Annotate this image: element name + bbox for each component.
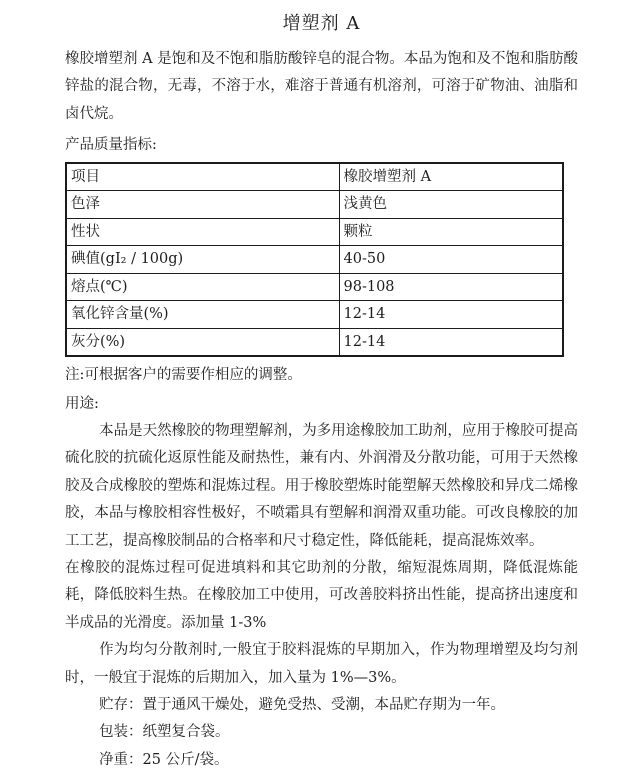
table-cell-value: 12-14 — [339, 328, 563, 356]
table-cell-item: 氧化锌含量(%) — [66, 301, 339, 329]
table-row — [66, 218, 563, 246]
usage-paragraph-2: 在橡胶的混炼过程可促进填料和其它助剂的分散，缩短混炼周期，降低混炼能耗，降低胶料生热。在橡胶加工中使用，可改善胶料挤出性能，提高挤出速度和半成品的光滑度。添加量 1-3% — [65, 559, 578, 631]
table-note: 注:可根据客户的需要作相应的调整。 — [65, 367, 302, 384]
table-cell-value: 橡胶增塑剂 A — [339, 163, 563, 191]
table-cell-item: 碘值(gI₂ / 100g) — [66, 246, 339, 274]
table-cell-value: 12-14 — [339, 301, 563, 329]
table-row — [66, 301, 563, 329]
table-cell-value: 颗粒 — [339, 218, 563, 246]
usage-paragraph-1: 本品是天然橡胶的物理塑解剂，为多用途橡胶加工助剂，应用于橡胶可提高硫化胶的抗硫化返原性能及耐热性，兼有内、外润滑及分散功能，可用于天然橡胶及合成橡胶的塑炼和混炼过程。用于橡胶塑炼时能塑解天然橡胶和异戊二烯橡胶，本品与橡胶相容性极好，不喷霜具有塑解和润滑双重功能。可改良橡胶的加工工艺，提高橡胶制品的合格率和尺寸稳定性，降低能耗，提高混炼效率。 — [65, 422, 578, 549]
storage-line: 贮存：置于通风干燥处，避免受热、受潮，本品贮存期为一年。 — [99, 697, 506, 713]
page-title: 增塑剂 A — [282, 13, 361, 34]
packaging-line: 包装：纸塑复合袋。 — [99, 724, 230, 741]
table-cell-value: 40-50 — [339, 246, 563, 274]
intro-paragraph: 橡胶增塑剂 A 是饱和及不饱和脂肪酸锌皂的混合物。本品为饱和及不饱和脂肪酸锌盐的混合物，无毒，不溶于水，难溶于普通有机溶剂，可溶于矿物油、油脂和卤代烷。 — [65, 51, 578, 122]
table-cell-item: 色泽 — [66, 191, 339, 219]
table-cell-item: 灰分(%) — [66, 328, 339, 356]
table-cell-value: 浅黄色 — [339, 191, 563, 219]
table-row — [66, 273, 563, 301]
table-row — [66, 191, 563, 219]
table-cell-item: 熔点(℃) — [66, 273, 339, 301]
table-row — [66, 163, 563, 191]
table-row — [66, 246, 563, 274]
table-cell-item: 性状 — [66, 218, 339, 246]
spec-heading: 产品质量指标: — [65, 137, 157, 154]
table-row — [66, 328, 563, 356]
spec-table — [65, 162, 564, 358]
table-cell-item: 项目 — [66, 163, 339, 191]
table-cell-value: 98-108 — [339, 273, 563, 301]
usage-paragraph-3: 作为均匀分散剂时,一般宜于胶料混炼的早期加入，作为物理增塑及均匀剂时，一般宜于混炼的后期加入，加入量为 1%—3%。 — [65, 642, 578, 686]
net-weight-line: 净重：25 公斤/袋。 — [99, 751, 229, 768]
usage-heading: 用途: — [65, 395, 99, 412]
